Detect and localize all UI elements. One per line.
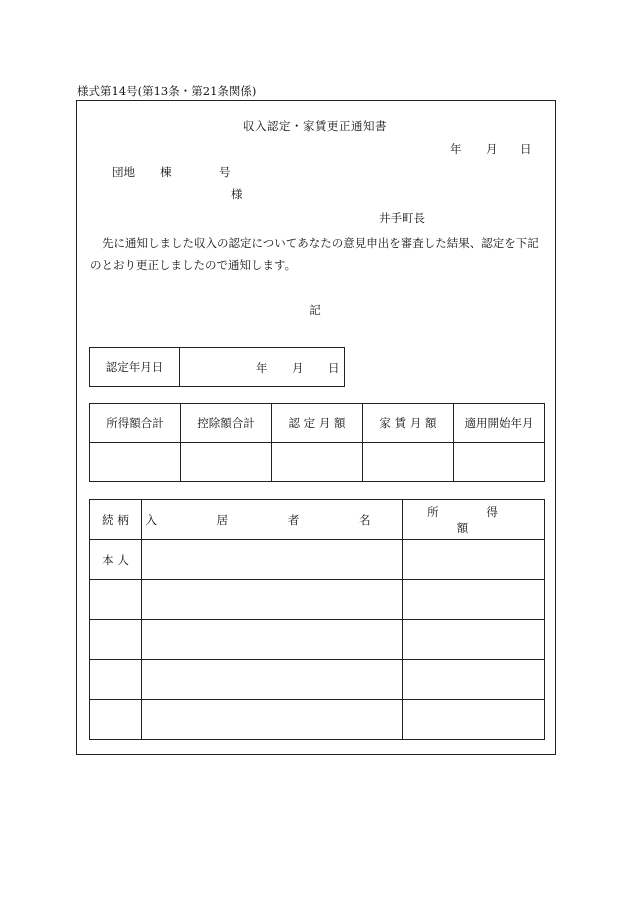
amounts-table: [89, 403, 545, 482]
residents-header-row: [90, 500, 545, 540]
header-resident-name: [142, 500, 403, 540]
ki-heading: 記: [309, 303, 321, 317]
amounts-value-row: [90, 443, 545, 482]
certification-date-table: [89, 347, 345, 387]
header-deduction-total: 控除額合計: [181, 404, 272, 443]
resident-name-cell: [142, 660, 403, 700]
income-cell: [403, 540, 545, 580]
header-income-total: 所得額合計: [90, 404, 181, 443]
relationship-cell: [90, 660, 142, 700]
header-income: [403, 500, 545, 540]
address-tou: 棟: [160, 165, 172, 179]
header-income-text: 所 得 額: [427, 504, 520, 535]
table-row: [90, 700, 545, 740]
resident-name-cell: [142, 540, 403, 580]
income-cell: [403, 700, 545, 740]
cert-date-year: 年: [256, 361, 268, 375]
residents-table: [89, 499, 545, 740]
relationship-self: 本 人: [90, 540, 142, 580]
notice-body: 先に通知しました収入の認定についてあなたの意見申出を審査した結果、認定を下記のとおり更正しましたので通知します。: [90, 236, 539, 272]
value-cell: [363, 443, 454, 482]
income-cell: [403, 620, 545, 660]
form-number-label: 様式第14号(第13条・第21条関係): [77, 84, 257, 98]
value-cell: [454, 443, 545, 482]
table-row: [90, 580, 545, 620]
sender-name: 井手町長: [379, 211, 425, 225]
header-relationship: 続 柄: [90, 500, 142, 540]
relationship-cell: [90, 620, 142, 660]
header-certified-monthly: 認 定 月 額: [272, 404, 363, 443]
notice-date-month: 月: [486, 142, 498, 156]
cert-date-day: 日: [328, 361, 340, 375]
table-row: [90, 620, 545, 660]
table-row: [90, 660, 545, 700]
resident-name-cell: [142, 580, 403, 620]
amounts-header-row: [90, 404, 545, 443]
income-cell: [403, 660, 545, 700]
table-row: [90, 540, 545, 580]
relationship-cell: [90, 700, 142, 740]
resident-name-cell: [142, 700, 403, 740]
header-rent-monthly: 家 賃 月 額: [363, 404, 454, 443]
cert-date-label: 認定年月日: [90, 348, 180, 387]
resident-name-cell: [142, 620, 403, 660]
relationship-cell: [90, 580, 142, 620]
income-cell: [403, 580, 545, 620]
notice-date-year: 年: [450, 142, 462, 156]
recipient-honorific: 様: [231, 187, 243, 201]
address-danchi: 団地: [112, 165, 135, 179]
value-cell: [90, 443, 181, 482]
value-cell: [181, 443, 272, 482]
header-resident-name-text: 入 居 者 名: [145, 512, 399, 527]
value-cell: [272, 443, 363, 482]
document-title: 収入認定・家賃更正通知書: [243, 119, 387, 133]
header-start-month: 適用開始年月: [454, 404, 545, 443]
notice-date-day: 日: [520, 142, 532, 156]
address-gou: 号: [219, 165, 231, 179]
cert-date-month: 月: [292, 361, 304, 375]
cert-date-value: [180, 348, 345, 387]
